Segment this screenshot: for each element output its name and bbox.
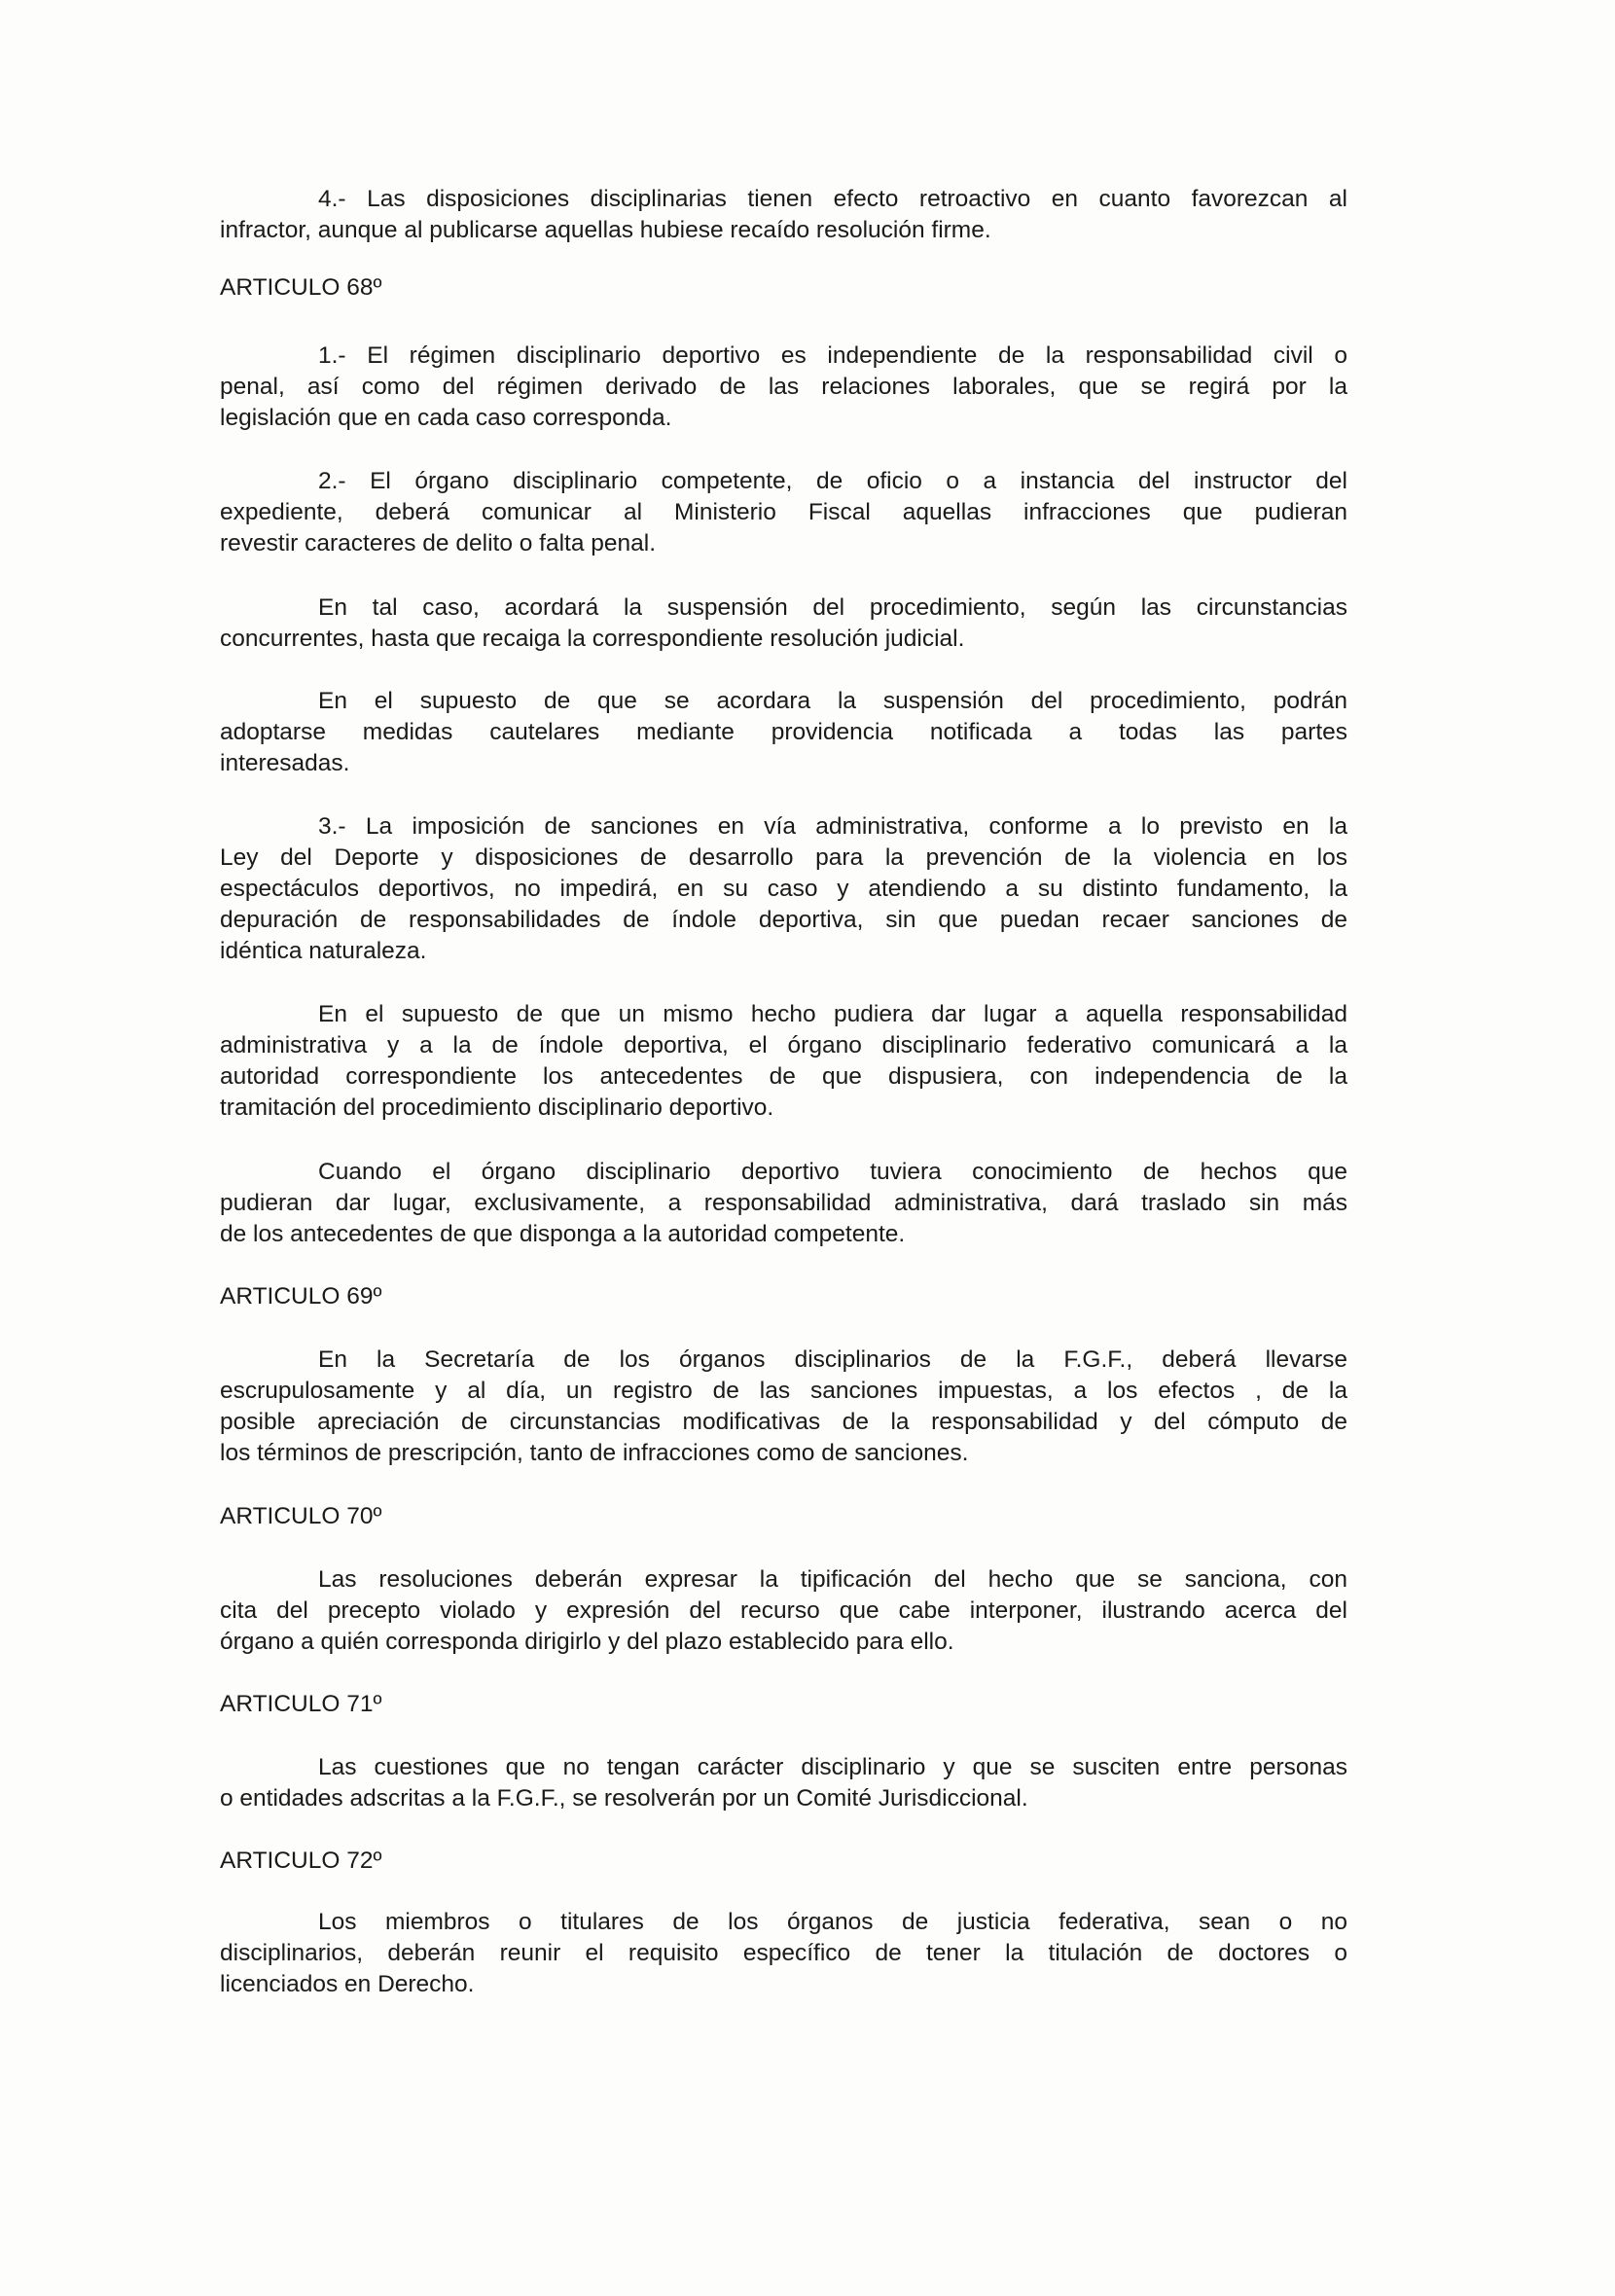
text-line: depuración de responsabilidades de índole deportiva, sin que puedan recaer sanciones de [220, 907, 1347, 933]
text-line: licenciados en Derecho. [220, 1971, 475, 1997]
text-line: En el supuesto de que un mismo hecho pudiera dar lugar a aquella responsabilidad [318, 1001, 1347, 1027]
text-line: expediente, deberá comunicar al Ministerio Fiscal aquellas infracciones que pudieran [220, 499, 1347, 525]
text-line: idéntica naturaleza. [220, 938, 427, 964]
article-heading [220, 1689, 1347, 1720]
article-heading [220, 1846, 1347, 1877]
text-line: ARTICULO 71º [220, 1691, 382, 1717]
text-line: En la Secretaría de los órganos disciplinarios de la F.G.F., deberá llevarse [318, 1346, 1347, 1373]
text-line: Ley del Deporte y disposiciones de desarrollo para la prevención de la violencia en los [220, 844, 1347, 871]
text-line: 1.- El régimen disciplinario deportivo es independiente de la responsabilidad civil o [318, 342, 1347, 369]
paragraph [220, 1752, 1347, 1814]
text-line: de los antecedentes de que disponga a la autoridad competente. [220, 1221, 906, 1247]
text-line: disciplinarios, deberán reunir el requisito específico de tener la titulación de doctores o [220, 1940, 1347, 1966]
paragraph [220, 1907, 1347, 2000]
article-heading [220, 1281, 1347, 1312]
text-line: 4.- Las disposiciones disciplinarias tienen efecto retroactivo en cuanto favorezcan al [318, 186, 1347, 212]
paragraph [220, 341, 1347, 434]
text-line: En tal caso, acordará la suspensión del procedimiento, según las circunstancias [318, 594, 1347, 621]
paragraph [220, 1345, 1347, 1469]
text-line: adoptarse medidas cautelares mediante providencia notificada a todas las partes [220, 719, 1347, 745]
paragraph [220, 592, 1347, 655]
text-line: o entidades adscritas a la F.G.F., se resolverán por un Comité Jurisdiccional. [220, 1785, 1028, 1812]
paragraph [220, 466, 1347, 559]
text-line: interesadas. [220, 750, 350, 776]
text-line: espectáculos deportivos, no impedirá, en su caso y atendiendo a su distinto fundamento, la [220, 876, 1347, 902]
text-line: escrupulosamente y al día, un registro de las sanciones impuestas, a los efectos , de la [220, 1378, 1347, 1404]
paragraph [220, 686, 1347, 779]
text-line: ARTICULO 70º [220, 1503, 382, 1529]
paragraph [220, 811, 1347, 967]
text-line: posible apreciación de circunstancias modificativas de la responsabilidad y del cómputo de [220, 1409, 1347, 1435]
text-line: ARTICULO 69º [220, 1283, 382, 1309]
text-line: pudieran dar lugar, exclusivamente, a responsabilidad administrativa, dará traslado sin más [220, 1190, 1347, 1216]
article-heading [220, 272, 1347, 304]
text-line: concurrentes, hasta que recaiga la correspondiente resolución judicial. [220, 626, 965, 652]
text-line: ARTICULO 68º [220, 274, 382, 301]
text-line: En el supuesto de que se acordara la suspensión del procedimiento, podrán [318, 688, 1347, 714]
text-line: 3.- La imposición de sanciones en vía administrativa, conforme a lo previsto en la [318, 813, 1347, 840]
text-line: autoridad correspondiente los antecedentes de que dispusiera, con independencia de la [220, 1063, 1347, 1090]
text-line: Los miembros o titulares de los órganos de justicia federativa, sean o no [318, 1909, 1347, 1935]
paragraph [220, 1157, 1347, 1250]
text-line: los términos de prescripción, tanto de infracciones como de sanciones. [220, 1440, 969, 1466]
text-line: penal, así como del régimen derivado de las relaciones laborales, que se regirá por la [220, 374, 1347, 400]
text-line: infractor, aunque al publicarse aquellas hubiese recaído resolución firme. [220, 217, 991, 243]
paragraph [220, 999, 1347, 1124]
paragraph [220, 184, 1347, 246]
article-heading [220, 1501, 1347, 1532]
text-line: Las resoluciones deberán expresar la tipificación del hecho que se sanciona, con [318, 1566, 1347, 1593]
paragraph [220, 1564, 1347, 1658]
text-line: Las cuestiones que no tengan carácter disciplinario y que se susciten entre personas [318, 1754, 1347, 1780]
text-line: 2.- El órgano disciplinario competente, de oficio o a instancia del instructor del [318, 468, 1347, 494]
text-line: Cuando el órgano disciplinario deportivo tuviera conocimiento de hechos que [318, 1159, 1347, 1185]
text-line: tramitación del procedimiento disciplinario deportivo. [220, 1094, 774, 1121]
text-line: ARTICULO 72º [220, 1848, 382, 1874]
text-line: revestir caracteres de delito o falta penal. [220, 530, 657, 556]
text-line: cita del precepto violado y expresión del recurso que cabe interponer, ilustrando acerca del [220, 1597, 1347, 1624]
text-line: órgano a quién corresponda dirigirlo y del plazo establecido para ello. [220, 1629, 954, 1655]
text-line: administrativa y a la de índole deportiva, el órgano disciplinario federativo comunicará a la [220, 1032, 1347, 1058]
text-line: legislación que en cada caso corresponda. [220, 405, 672, 431]
